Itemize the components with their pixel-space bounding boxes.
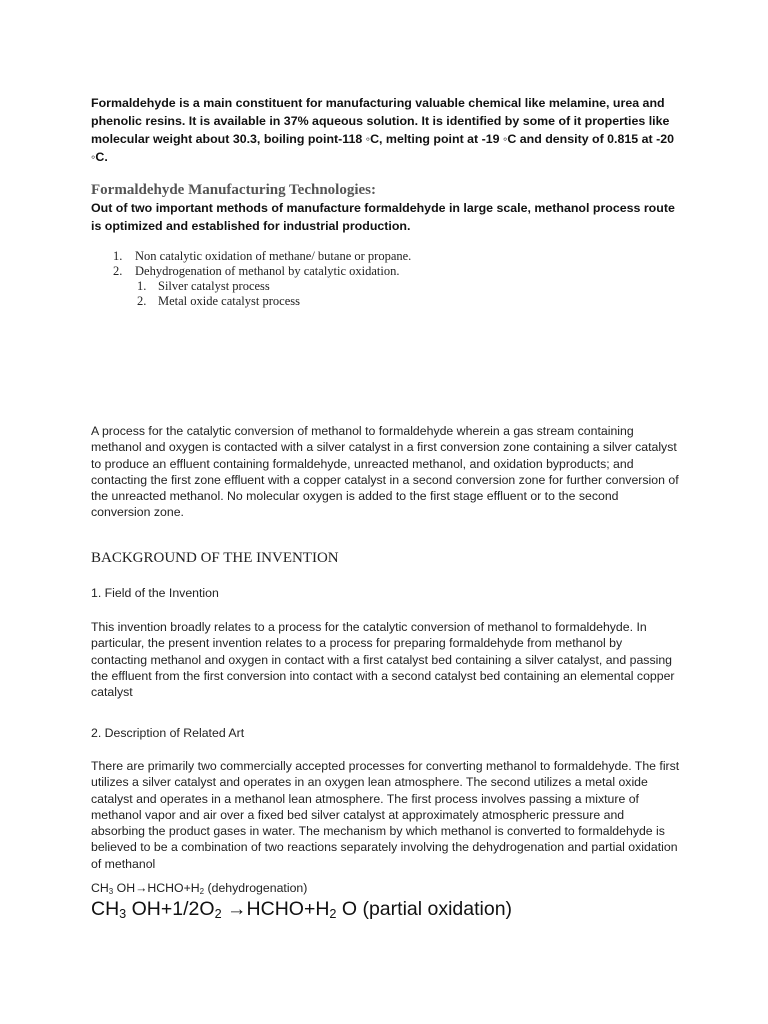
list-item-text: Silver catalyst process xyxy=(158,279,270,293)
list-item-number: 1. xyxy=(113,249,123,263)
related-art-paragraph: There are primarily two commercially accepted processes for converting methanol to formaldehyde. The first utilizes a silver catalyst and operates in an oxygen lean atmosphere. The second utilizes a metal oxide catalyst and operates in a methanol lean atmosphere. The first process involves passing a mixture of methanol vapor and air over a fixed bed silver catalyst at approximately atmospheric pressure and absorbing the product gases in water. The mechanism by which methanol is converted to formaldehyde is believed to be a combination of two reactions separately involving the dehydrogenation and partial oxidation of methanol xyxy=(91,759,680,871)
equation-text: O (partial oxidation) xyxy=(336,898,513,920)
field-heading: 1. Field of the Invention xyxy=(91,586,219,600)
partial-oxidation-equation xyxy=(91,897,681,921)
equation-subscript: 3 xyxy=(119,907,127,922)
equation-subscript: 2 xyxy=(214,907,222,922)
section-heading-technologies: Formaldehyde Manufacturing Technologies: xyxy=(91,182,377,198)
equation-text: CH xyxy=(91,881,109,895)
field-paragraph: This invention broadly relates to a process for the catalytic conversion of methanol to formaldehyde. In particular, the present invention relates to a process for preparing formaldehyde from methanol by contacting methanol and oxygen in contact with a first catalyst bed containing a silver catalyst, and passing the effluent from the first conversion into contact with a second catalyst bed containing an elemental copper catalyst xyxy=(91,620,675,700)
list-item-number: 2. xyxy=(137,294,147,308)
background-heading: BACKGROUND OF THE INVENTION xyxy=(91,550,339,566)
equation-subscript: 2 xyxy=(199,886,205,896)
list-item-number: 2. xyxy=(113,264,123,278)
equation-text: →HCHO+H xyxy=(221,898,330,920)
intro-paragraph: Formaldehyde is a main constituent for manufacturing valuable chemical like melamine, urea and phenolic resins. It is available in 37% aqueous solution. It is identified by some of it properties like molecular weight about 30.3, boiling point-118 ◦C, melting point at -19 ◦C and density of 0.815 at -20 ◦C. xyxy=(91,96,674,164)
equation-subscript: 3 xyxy=(108,886,114,896)
technologies-intro-paragraph: Out of two important methods of manufacture formaldehyde in large scale, methanol process route is optimized and established for industrial production. xyxy=(91,201,675,233)
list-item-number: 1. xyxy=(137,279,147,293)
list-item-text: Non catalytic oxidation of methane/ butane or propane. xyxy=(135,249,412,263)
equation-text: OH→HCHO+H xyxy=(113,881,200,895)
equation-text: OH+1/2O xyxy=(126,898,215,920)
list-item xyxy=(91,264,681,279)
equation-text: CH xyxy=(91,898,120,920)
equation-subscript: 2 xyxy=(329,907,337,922)
list-item-text: Metal oxide catalyst process xyxy=(158,294,300,308)
dehydrogenation-equation xyxy=(91,880,681,896)
related-art-heading: 2. Description of Related Art xyxy=(91,726,245,740)
list-item xyxy=(91,279,681,294)
list-item-text: Dehydrogenation of methanol by catalytic oxidation. xyxy=(135,264,400,278)
abstract-paragraph: A process for the catalytic conversion of methanol to formaldehyde wherein a gas stream containing methanol and oxygen is contacted with a silver catalyst in a first conversion zone containing a silver catalyst to produce an effluent containing formaldehyde, unreacted methanol, and oxidation byproducts; and contacting the first zone effluent with a copper catalyst in a second conversion zone for further conversion of the unreacted methanol. No molecular oxygen is added to the first stage effluent or to the second conversion zone. xyxy=(91,424,679,520)
list-item xyxy=(91,294,681,309)
list-item xyxy=(91,249,681,264)
methods-list xyxy=(91,249,681,309)
equation-text: (dehydrogenation) xyxy=(204,881,308,895)
